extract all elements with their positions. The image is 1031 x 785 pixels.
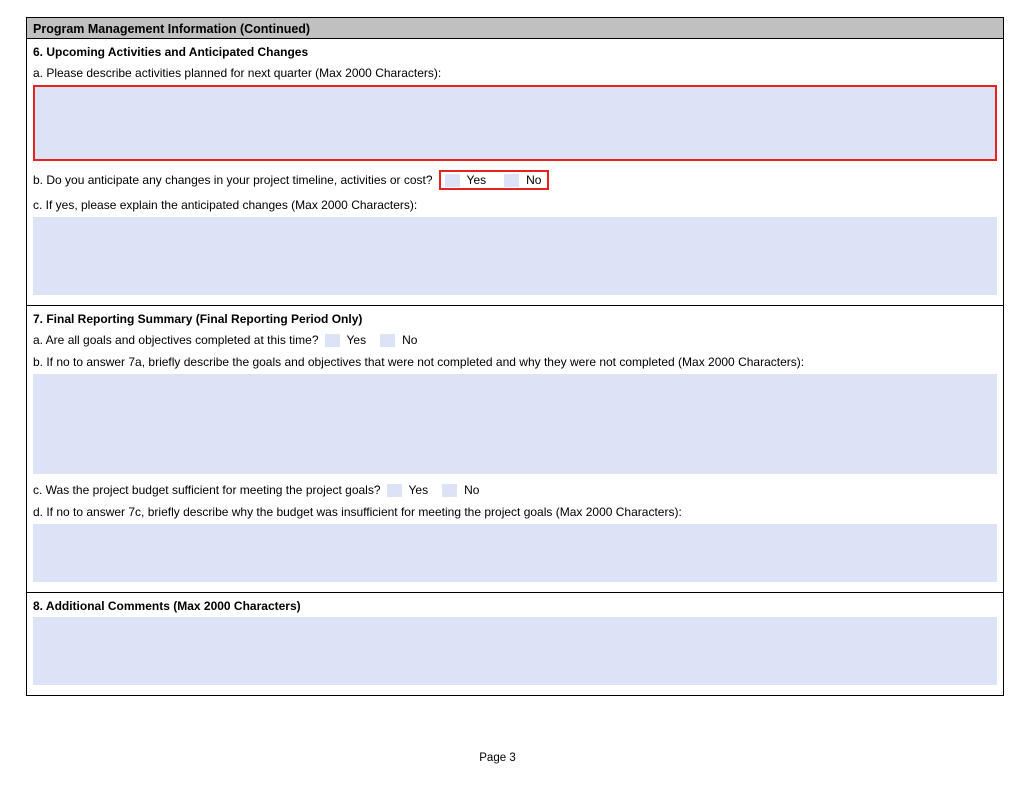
question-7c-yes[interactable]: [387, 483, 429, 497]
question-7c-no-label: No: [464, 483, 480, 497]
section-8: [26, 593, 1004, 696]
question-6a-textarea[interactable]: [33, 85, 997, 161]
question-7b-textarea[interactable]: [33, 374, 997, 474]
question-7a-yes-label: Yes: [346, 333, 367, 347]
question-7a-choices: [325, 333, 418, 347]
question-7c-no[interactable]: [442, 483, 479, 497]
question-7a-no-label: No: [402, 333, 418, 347]
section-header-bar: Program Management Information (Continued): [26, 17, 1004, 39]
checkbox-icon[interactable]: [387, 484, 402, 497]
question-7c-choices: [387, 483, 480, 497]
question-6b-no-label: No: [526, 173, 542, 187]
question-6b-row: [27, 165, 1003, 193]
question-6c-textarea[interactable]: [33, 217, 997, 295]
question-7c-label: c. Was the project budget sufficient for meeting the project goals?: [33, 483, 381, 497]
checkbox-icon[interactable]: [325, 334, 340, 347]
page-footer: [0, 752, 1031, 764]
question-7b-label: b. If no to answer 7a, briefly describe the goals and objectives that were not completed and why they were not completed (Max 2000 Characters):: [33, 355, 805, 369]
checkbox-icon[interactable]: [380, 334, 395, 347]
section-6: [26, 39, 1004, 306]
page-number: Page 3: [479, 752, 516, 764]
question-7c-row: [27, 478, 1003, 500]
section-8-textarea[interactable]: [33, 617, 997, 685]
section-7: [26, 306, 1004, 593]
section-6-title: 6. Upcoming Activities and Anticipated Changes: [33, 45, 309, 59]
question-6b-yes[interactable]: [445, 173, 487, 187]
question-7a-label: a. Are all goals and objectives completed at this time?: [33, 333, 319, 347]
question-7a-no[interactable]: [380, 333, 417, 347]
question-7c-yes-label: Yes: [408, 483, 429, 497]
question-6b-label: b. Do you anticipate any changes in your project timeline, activities or cost?: [33, 173, 433, 187]
question-6c-label: c. If yes, please explain the anticipated changes (Max 2000 Characters):: [33, 198, 418, 212]
checkbox-icon[interactable]: [504, 174, 519, 187]
question-7d-textarea[interactable]: [33, 524, 997, 582]
question-6a-label: a. Please describe activities planned for next quarter (Max 2000 Characters):: [33, 66, 442, 80]
question-7a-row: [27, 328, 1003, 350]
section-8-title: 8. Additional Comments (Max 2000 Characters): [33, 599, 301, 613]
checkbox-icon[interactable]: [445, 174, 460, 187]
section-7-title: 7. Final Reporting Summary (Final Reporting Period Only): [33, 312, 363, 326]
question-7d-label: d. If no to answer 7c, briefly describe why the budget was insufficient for meeting the project goals (Max 2000 Characters):: [33, 505, 682, 519]
question-6b-choices: [439, 170, 550, 190]
question-7a-yes[interactable]: [325, 333, 367, 347]
question-6b-yes-label: Yes: [466, 173, 487, 187]
question-6b-no[interactable]: [504, 173, 541, 187]
checkbox-icon[interactable]: [442, 484, 457, 497]
form-page: [26, 17, 1004, 696]
